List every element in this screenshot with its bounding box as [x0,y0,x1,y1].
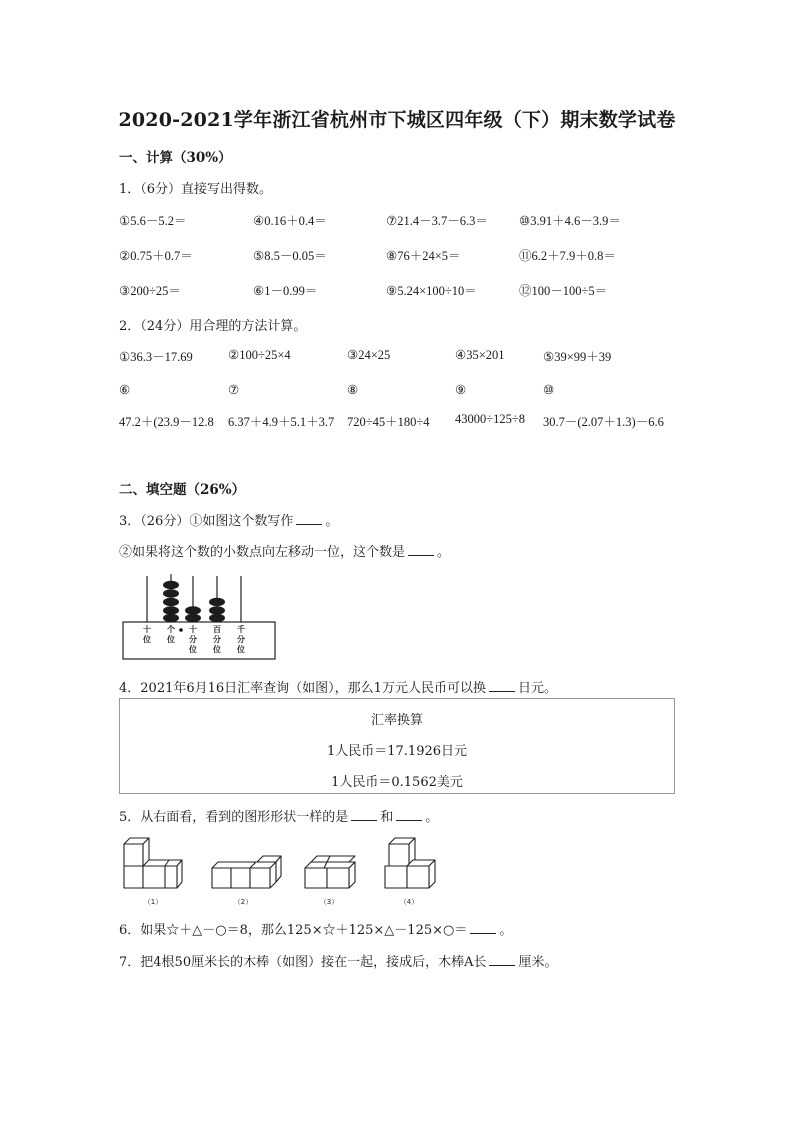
cube-figure-2 [212,856,281,888]
q6-text-end: 。 [499,923,513,938]
abacus-label: 位 [189,645,197,654]
q1-item: ①5.6－5.2＝ [119,214,187,228]
q2-marker: ⑨ [455,383,467,397]
abacus-label: 千 [237,625,245,634]
abacus-label: 十 [189,625,197,634]
figure-label: （1） [143,898,163,906]
answer-blank[interactable] [296,512,322,525]
cube-figures [119,832,449,910]
q1-item: ④0.16＋0.4＝ [253,214,327,228]
question-5 [119,806,438,825]
decimal-point [179,628,183,632]
q2-marker: ⑦ [228,383,240,397]
question-4 [119,677,557,696]
question-1-prompt: 1．（6分）直接写出得数。 [119,182,273,197]
abacus-label: 位 [237,645,245,654]
answer-blank[interactable] [489,953,515,966]
q2-item: ①36.3－17.69 [119,350,193,364]
q2-item: ⑤39×99＋39 [543,350,612,364]
answer-blank[interactable] [396,808,422,821]
q5-text-end: 。 [425,810,439,825]
q1-item: ⑨5.24×100÷10＝ [386,284,477,298]
figure-label: （3） [319,898,339,906]
q1-item: ③200÷25＝ [119,284,181,298]
q2-item: 720÷45＋180÷4 [347,415,430,429]
q1-item: ⑩3.91＋4.6－3.9＝ [519,214,621,228]
abacus-label: 分 [237,635,245,644]
cube-figure-4 [385,838,435,888]
q2-item: 6.37＋4.9＋5.1＋3.7 [228,415,335,429]
q1-item: ⑤8.5－0.05＝ [253,249,327,263]
q2-marker: ⑩ [543,383,555,397]
question-7 [119,951,558,970]
cube-figure-3 [305,856,355,888]
answer-blank[interactable] [470,921,496,934]
answer-blank[interactable] [408,543,434,556]
q3-punct: 。 [437,545,451,560]
question-6 [119,919,512,938]
abacus-label: 十 [143,625,151,634]
abacus-label: 位 [213,645,221,654]
q2-marker: ⑥ [119,383,131,397]
section-heading-fill-blank: 二、填空题（26%） [119,482,246,498]
abacus-label: 位 [143,635,151,644]
answer-blank[interactable] [489,679,515,692]
abacus-label: 分 [189,635,197,644]
q1-item: ⑪6.2＋7.9＋0.8＝ [519,249,616,263]
cube-figure-1 [124,838,182,888]
q7-text: 7．把4根50厘米长的木棒（如图）接在一起，接成后，木棒A长 [119,955,487,970]
q1-item: ⑥1－0.99＝ [253,284,318,298]
exchange-rate-box [119,698,675,794]
abacus-label: 百 [213,625,221,634]
exchange-rate-title: 汇率换算 [370,713,423,728]
q6-text: 6．如果☆＋△－○＝8，那么125×☆＋125×△－125×○＝ [119,923,468,938]
q2-item: 43000÷125÷8 [455,412,525,426]
page-title: 2020-2021学年浙江省杭州市下城区四年级（下）期末数学试卷 [118,109,676,131]
q1-item: ②0.75＋0.7＝ [119,249,193,263]
answer-blank[interactable] [351,808,377,821]
q1-item: ⑧76＋24×5＝ [386,249,461,263]
question-3-line-1 [119,510,338,529]
q2-item: 47.2＋(23.9－12.8 [119,415,214,429]
q1-item: ⑫100－100÷5＝ [519,284,608,298]
q2-item: ②100÷25×4 [228,348,291,362]
q5-text-mid: 和 [380,810,394,825]
q7-text-end: 厘米。 [518,955,558,970]
q3-text: 3．（26分）①如图这个数写作 [119,514,294,529]
exchange-rate-usd: 1人民币＝0.1562美元 [331,775,463,790]
question-3-line-2 [119,541,450,560]
exchange-rate-yen: 1人民币＝17.1926日元 [326,744,468,759]
q4-text: 4．2021年6月16日汇率查询（如图），那么1万元人民币可以换 [119,681,486,696]
abacus-beads [163,581,225,622]
abacus-label: 个 [167,625,175,634]
figure-label: （4） [399,898,419,906]
abacus-label: 分 [213,635,221,644]
figure-label: （2） [233,898,253,906]
section-heading-calculation: 一、计算（30%） [119,150,232,166]
question-2-prompt: 2．（24分）用合理的方法计算。 [119,319,307,334]
abacus-label: 位 [167,635,175,644]
q2-marker: ⑧ [347,383,359,397]
q3-punct: 。 [325,514,339,529]
q1-item: ⑦21.4－3.7－6.3＝ [386,214,488,228]
q3-text: ②如果将这个数的小数点向左移动一位，这个数是 [119,545,406,560]
q2-item: ④35×201 [455,348,505,362]
q2-item: ③24×25 [347,348,391,362]
q4-text-end: 日元。 [517,681,557,696]
q2-item: 30.7－(2.07＋1.3)－6.6 [543,415,664,429]
abacus-figure [119,572,279,664]
q5-text: 5．从右面看，看到的图形形状一样的是 [119,810,349,825]
